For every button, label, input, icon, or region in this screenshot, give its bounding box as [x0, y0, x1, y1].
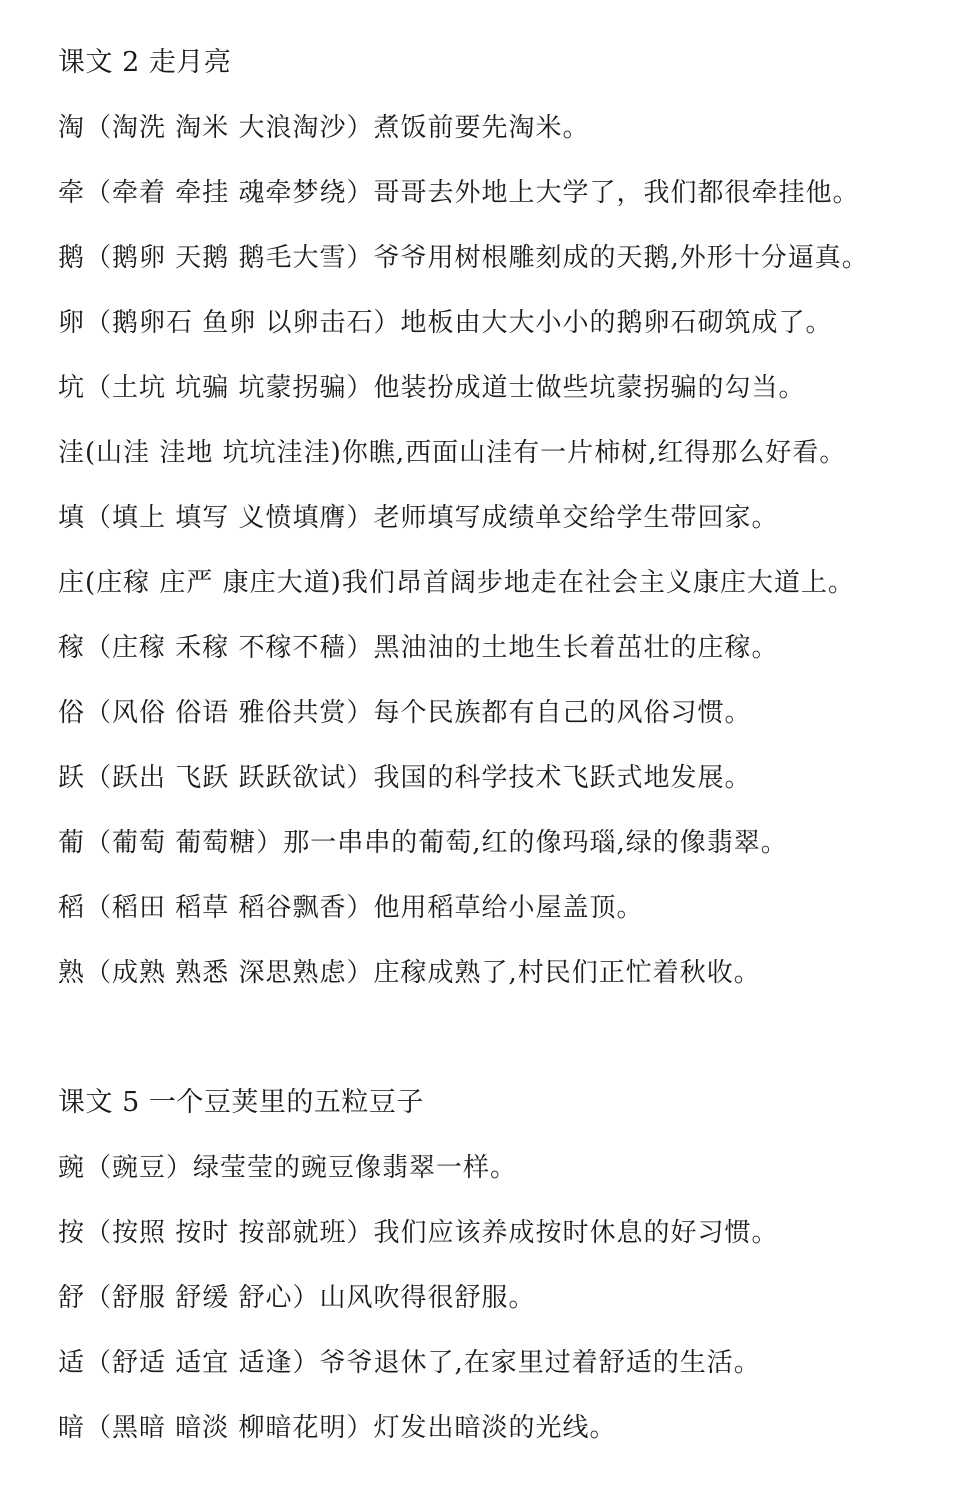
vocab-entry: 舒（舒服 舒缓 舒心）山风吹得很舒服。 — [58, 1283, 536, 1313]
lesson-heading: 课文 2 走月亮 — [58, 47, 232, 78]
vocab-entry: 适（舒适 适宜 适逢）爷爷退休了,在家里过着舒适的生活。 — [58, 1348, 761, 1378]
vocab-entry: 庄(庄稼 庄严 康庄大道)我们昂首阔步地走在社会主义康庄大道上。 — [58, 568, 855, 598]
vocab-entry: 卵（鹅卵石 鱼卵 以卵击石）地板由大大小小的鹅卵石砌筑成了。 — [58, 308, 833, 338]
lesson-section-2 — [58, 38, 938, 1013]
vocab-entry: 坑（土坑 坑骗 坑蒙拐骗）他装扮成道士做些坑蒙拐骗的勾当。 — [58, 373, 806, 403]
vocab-entry: 葡（葡萄 葡萄糖）那一串串的葡萄,红的像玛瑙,绿的像翡翠。 — [58, 828, 788, 858]
vocab-entry: 豌（豌豆）绿莹莹的豌豆像翡翠一样。 — [58, 1153, 518, 1183]
vocab-entry: 稼（庄稼 禾稼 不稼不穑）黑油油的土地生长着茁壮的庄稼。 — [58, 633, 779, 663]
vocab-entry: 填（填上 填写 义愤填膺）老师填写成绩单交给学生带回家。 — [58, 503, 779, 533]
vocab-entry: 鹅（鹅卵 天鹅 鹅毛大雪）爷爷用树根雕刻成的天鹅,外形十分逼真。 — [58, 243, 869, 273]
vocab-entry: 淘（淘洗 淘米 大浪淘沙）煮饭前要先淘米。 — [58, 113, 590, 143]
vocab-entry: 按（按照 按时 按部就班）我们应该养成按时休息的好习惯。 — [58, 1218, 779, 1248]
lesson-heading: 课文 5 一个豆荚里的五粒豆子 — [58, 1087, 424, 1118]
vocab-entry: 暗（黑暗 暗淡 柳暗花明）灯发出暗淡的光线。 — [58, 1413, 617, 1443]
vocab-entry: 牵（牵着 牵挂 魂牵梦绕）哥哥去外地上大学了，我们都很牵挂他。 — [58, 178, 860, 208]
vocab-entry: 熟（成熟 熟悉 深思熟虑）庄稼成熟了,村民们正忙着秋收。 — [58, 958, 761, 988]
vocab-entry: 跃（跃出 飞跃 跃跃欲试）我国的科学技术飞跃式地发展。 — [58, 763, 752, 793]
lesson-section-5 — [58, 1078, 938, 1468]
vocab-entry: 洼(山洼 洼地 坑坑洼洼)你瞧,西面山洼有一片柿树,红得那么好看。 — [58, 438, 847, 468]
vocab-entry: 俗（风俗 俗语 雅俗共赏）每个民族都有自己的风俗习惯。 — [58, 698, 752, 728]
vocab-entry: 稻（稻田 稻草 稻谷飘香）他用稻草给小屋盖顶。 — [58, 893, 644, 923]
